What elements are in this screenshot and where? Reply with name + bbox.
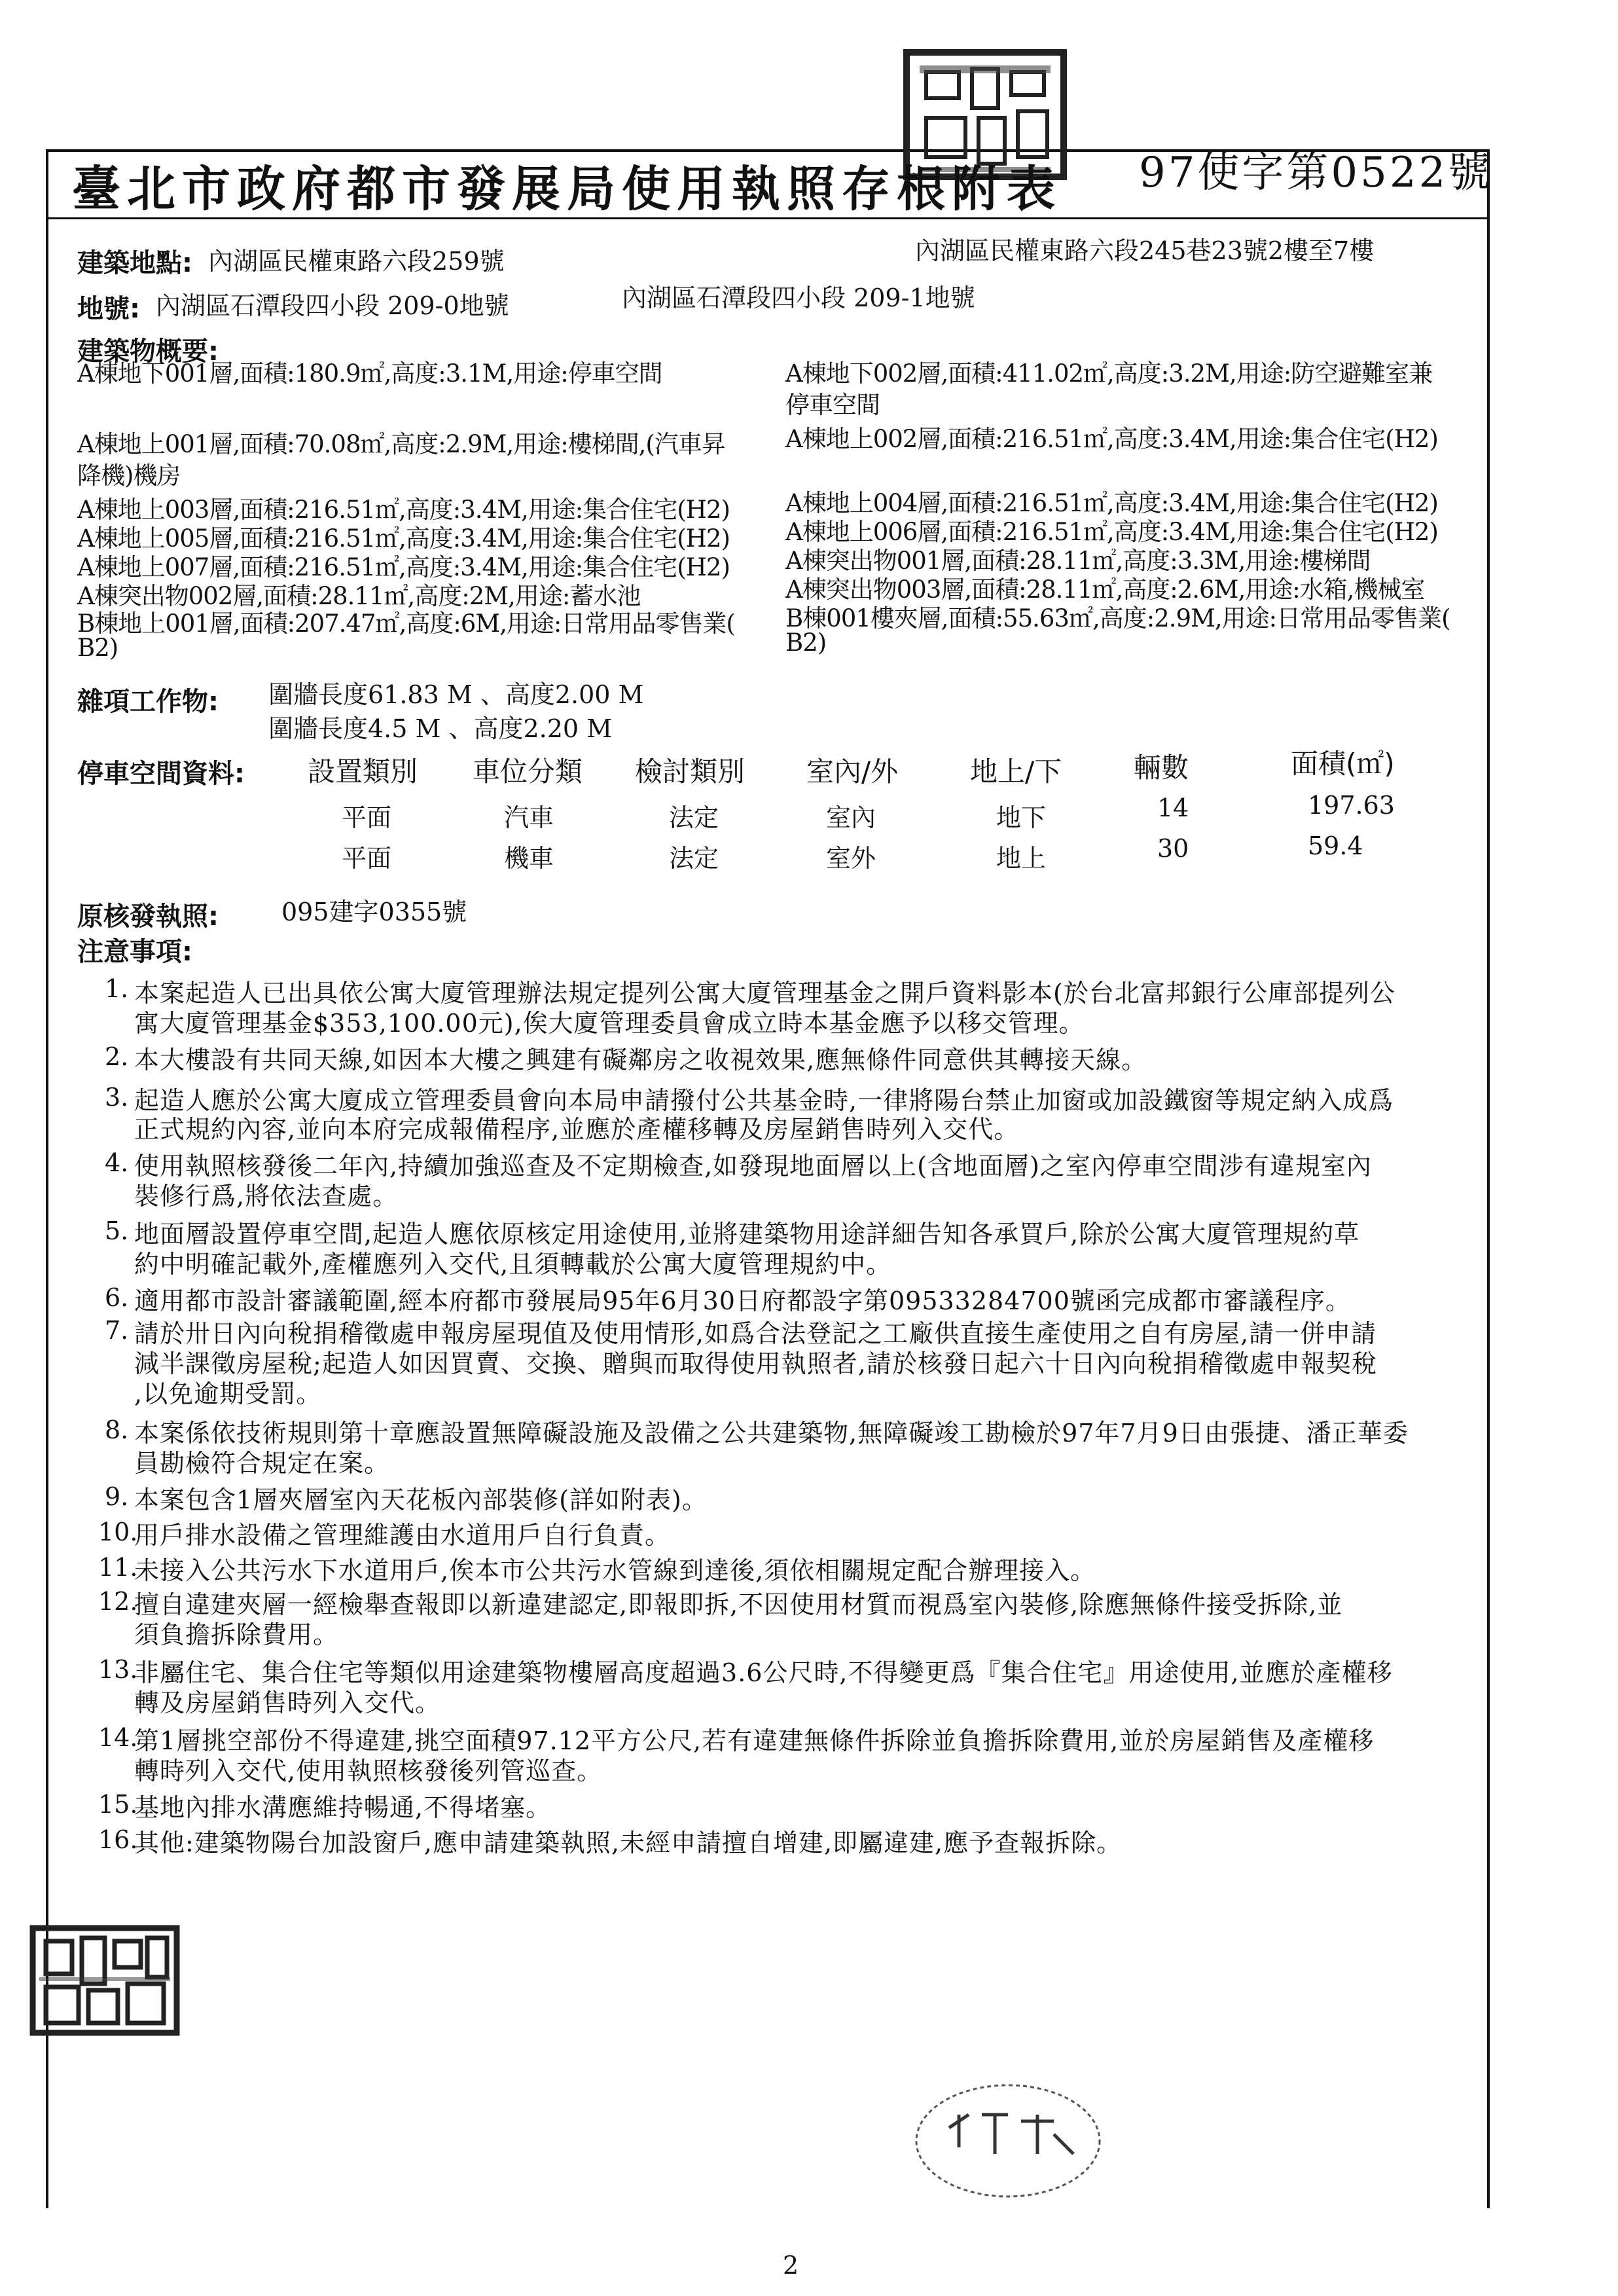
note-text: 適用都市設計審議範圍,經本府都市發展局95年6月30日府都設字第09533284700號函完成都市審議程序。	[134, 1286, 1351, 1315]
seal-stamp-icon	[26, 1922, 183, 2039]
note-text: 約中明確記載外,產權應列入交代,且須轉載於公寓大廈管理規約中。	[134, 1250, 892, 1279]
note-text: 本大樓設有共同天線,如因本大樓之興建有礙鄰房之收視效果,應無條件同意供其轉接天線。	[134, 1046, 1147, 1074]
lot-value: 內湖區石潭段四小段 209-0地號	[156, 291, 509, 320]
round-stamp-icon	[910, 2075, 1106, 2200]
building-item: A棟地上006層,面積:216.51㎡,高度:3.4M,用途:集合住宅(H2)	[785, 518, 1438, 546]
page-number: 2	[783, 2251, 799, 2280]
building-item: A棟地上003層,面積:216.51㎡,高度:3.4M,用途:集合住宅(H2)	[77, 496, 730, 524]
note-number: 5.	[105, 1216, 129, 1245]
parking-cell: 平面	[342, 844, 392, 873]
parking-cell: 法定	[669, 844, 719, 873]
parking-cell: 地上	[996, 844, 1047, 873]
note-text: 寓大廈管理基金$353,100.00元),俟大廈管理委員會成立時本基金應予以移交管理。	[134, 1009, 1085, 1038]
permit-number: 97使字第0522號	[1139, 149, 1493, 197]
parking-cell: 地下	[996, 803, 1047, 832]
parking-header: 設置類別	[308, 756, 418, 788]
parking-header: 面積(㎡)	[1291, 748, 1395, 780]
parking-header: 室內/外	[806, 756, 899, 788]
building-item: A棟突出物003層,面積:28.11㎡,高度:2.6M,用途:水箱,機械室	[785, 575, 1425, 604]
note-text: 地面層設置停車空間,起造人應依原核定用途使用,並將建築物用途詳細告知各承買戶,除於公寓大廈管理規約草	[134, 1220, 1360, 1248]
building-item: B棟地上001層,面積:207.47㎡,高度:6M,用途:日常用品零售業(	[77, 610, 735, 638]
lot-value-secondary: 內湖區石潭段四小段 209-1地號	[622, 283, 975, 312]
parking-cell: 室內	[826, 803, 876, 832]
page-title: 臺北市政府都市發展局使用執照存根附表	[72, 161, 1062, 217]
note-number: 7.	[105, 1316, 129, 1345]
building-item: A棟地上001層,面積:70.08㎡,高度:2.9M,用途:樓梯間,(汽車昇	[77, 430, 725, 458]
note-text: 轉時列入交代,使用執照核發後列管巡查。	[134, 1757, 603, 1785]
note-number: 10.	[98, 1518, 138, 1546]
building-item: B棟001樓夾層,面積:55.63㎡,高度:2.9M,用途:日常用品零售業(	[785, 604, 1450, 632]
note-text: 非屬住宅、集合住宅等類似用途建築物樓層高度超過3.6公尺時,不得變更爲『集合住宅』用途使用,並應於產權移	[134, 1658, 1393, 1687]
lot-label: 地號:	[77, 294, 140, 324]
building-item: A棟地上005層,面積:216.51㎡,高度:3.4M,用途:集合住宅(H2)	[77, 524, 730, 553]
note-number: 6.	[105, 1283, 129, 1312]
note-text: 基地內排水溝應維持暢通,不得堵塞。	[134, 1793, 552, 1822]
note-number: 2.	[105, 1042, 129, 1071]
note-text: 擅自違建夾層一經檢舉查報即以新違建認定,即報即拆,不因使用材質而視爲室內裝修,除應無條件接受拆除,並	[134, 1590, 1343, 1619]
parking-header: 輛數	[1134, 752, 1189, 784]
parking-cell: 汽車	[504, 803, 554, 832]
note-number: 8.	[105, 1415, 129, 1444]
building-item: A棟地下002層,面積:411.02㎡,高度:3.2M,用途:防空避難室兼	[785, 359, 1433, 388]
note-number: 11.	[98, 1553, 138, 1582]
building-item: A棟突出物001層,面積:28.11㎡,高度:3.3M,用途:樓梯間	[785, 547, 1371, 575]
address-value-secondary: 內湖區民權東路六段245巷23號2樓至7樓	[915, 236, 1375, 265]
building-item: B2)	[77, 634, 118, 662]
note-text: 須負擔拆除費用。	[134, 1620, 339, 1649]
parking-header: 地上/下	[970, 756, 1062, 788]
note-number: 1.	[105, 974, 129, 1003]
note-number: 16.	[98, 1825, 138, 1854]
building-item: A棟地上002層,面積:216.51㎡,高度:3.4M,用途:集合住宅(H2)	[785, 425, 1438, 453]
parking-header: 檢討類別	[635, 756, 746, 788]
misc-line: 圍牆長度61.83 M 、高度2.00 M	[268, 680, 644, 709]
note-text: 起造人應於公寓大廈成立管理委員會向本局申請撥付公共基金時,一律將陽台禁止加窗或加設鐵窗等規定納入成爲	[134, 1086, 1394, 1115]
parking-cell: 14	[1157, 793, 1189, 822]
note-number: 14.	[98, 1723, 138, 1752]
building-item: A棟地上007層,面積:216.51㎡,高度:3.4M,用途:集合住宅(H2)	[77, 553, 730, 581]
misc-label: 雜項工作物:	[77, 687, 219, 717]
note-text: ,以免逾期受罰。	[134, 1379, 322, 1408]
note-text: 本案包含1層夾層室內天花板內部裝修(詳如附表)。	[134, 1485, 708, 1514]
note-text: 用戶排水設備之管理維護由水道用戶自行負責。	[134, 1521, 671, 1550]
original-permit-value: 095建字0355號	[281, 898, 467, 926]
building-item: 降機)機房	[77, 462, 181, 490]
address-value: 內湖區民權東路六段259號	[208, 247, 505, 276]
buildings-label: 建築物概要:	[77, 337, 219, 367]
building-item: 停車空間	[785, 391, 880, 419]
building-item: B2)	[785, 629, 827, 657]
note-text: 正式規約內容,並向本府完成報備程序,並應於產權移轉及房屋銷售時列入交代。	[134, 1115, 1020, 1144]
note-number: 3.	[105, 1083, 129, 1112]
note-number: 4.	[105, 1148, 129, 1177]
note-text: 其他:建築物陽台加設窗戶,應申請建築執照,未經申請擅自增建,即屬違建,應予查報拆除。	[134, 1829, 1123, 1857]
original-permit-label: 原核發執照:	[77, 902, 219, 932]
note-text: 本案起造人已出具依公寓大廈管理辦法規定提列公寓大廈管理基金之開戶資料影本(於台北富邦銀行公庫部提列公	[134, 979, 1395, 1008]
note-number: 12.	[98, 1587, 138, 1616]
notes-label: 注意事項:	[77, 937, 192, 967]
parking-header: 車位分類	[473, 756, 583, 788]
note-number: 9.	[105, 1482, 129, 1511]
parking-cell: 平面	[342, 803, 392, 832]
parking-cell: 法定	[669, 803, 719, 832]
note-text: 員勘檢符合規定在案。	[134, 1449, 390, 1478]
parking-cell: 室外	[826, 844, 876, 873]
parking-cell: 59.4	[1308, 831, 1363, 860]
frame-right-border	[1487, 149, 1490, 2208]
note-text: 轉及房屋銷售時列入交代。	[134, 1688, 441, 1717]
misc-line: 圍牆長度4.5 M 、高度2.20 M	[268, 714, 613, 743]
parking-cell: 30	[1157, 834, 1189, 863]
building-item: A棟地上004層,面積:216.51㎡,高度:3.4M,用途:集合住宅(H2)	[785, 489, 1438, 517]
note-number: 13.	[98, 1655, 138, 1684]
parking-cell: 機車	[504, 844, 554, 873]
note-number: 15.	[98, 1790, 138, 1819]
building-item: A棟突出物002層,面積:28.11㎡,高度:2M,用途:蓄水池	[77, 582, 641, 610]
note-text: 未接入公共污水下水道用戶,俟本市公共污水管線到達後,須依相關規定配合辦理接入。	[134, 1556, 1096, 1585]
parking-cell: 197.63	[1308, 791, 1395, 820]
parking-label: 停車空間資料:	[77, 759, 245, 789]
note-text: 裝修行爲,將依法查處。	[134, 1182, 399, 1211]
building-item: A棟地下001層,面積:180.9㎡,高度:3.1M,用途:停車空間	[77, 359, 662, 388]
address-label: 建築地點:	[77, 248, 192, 278]
frame-left-border	[46, 149, 48, 2208]
note-text: 第1層挑空部份不得違建,挑空面積97.12平方公尺,若有違建無條件拆除並負擔拆除費用,並於房屋銷售及產權移	[134, 1726, 1375, 1755]
note-text: 減半課徵房屋稅;起造人如因買賣、交換、贈與而取得使用執照者,請於核發日起六十日內向稅捐稽徵處申報契稅	[134, 1349, 1377, 1378]
note-text: 請於卅日內向稅捐稽徵處申報房屋現值及使用情形,如爲合法登記之工廠供直接生產使用之自有房屋,請一併申請	[134, 1319, 1377, 1348]
note-text: 使用執照核發後二年內,持續加強巡查及不定期檢查,如發現地面層以上(含地面層)之室內停車空間涉有違規室內	[134, 1152, 1372, 1180]
note-text: 本案係依技術規則第十章應設置無障礙設施及設備之公共建築物,無障礙竣工勘檢於97年7月9日由張捷、潘正華委	[134, 1419, 1409, 1448]
